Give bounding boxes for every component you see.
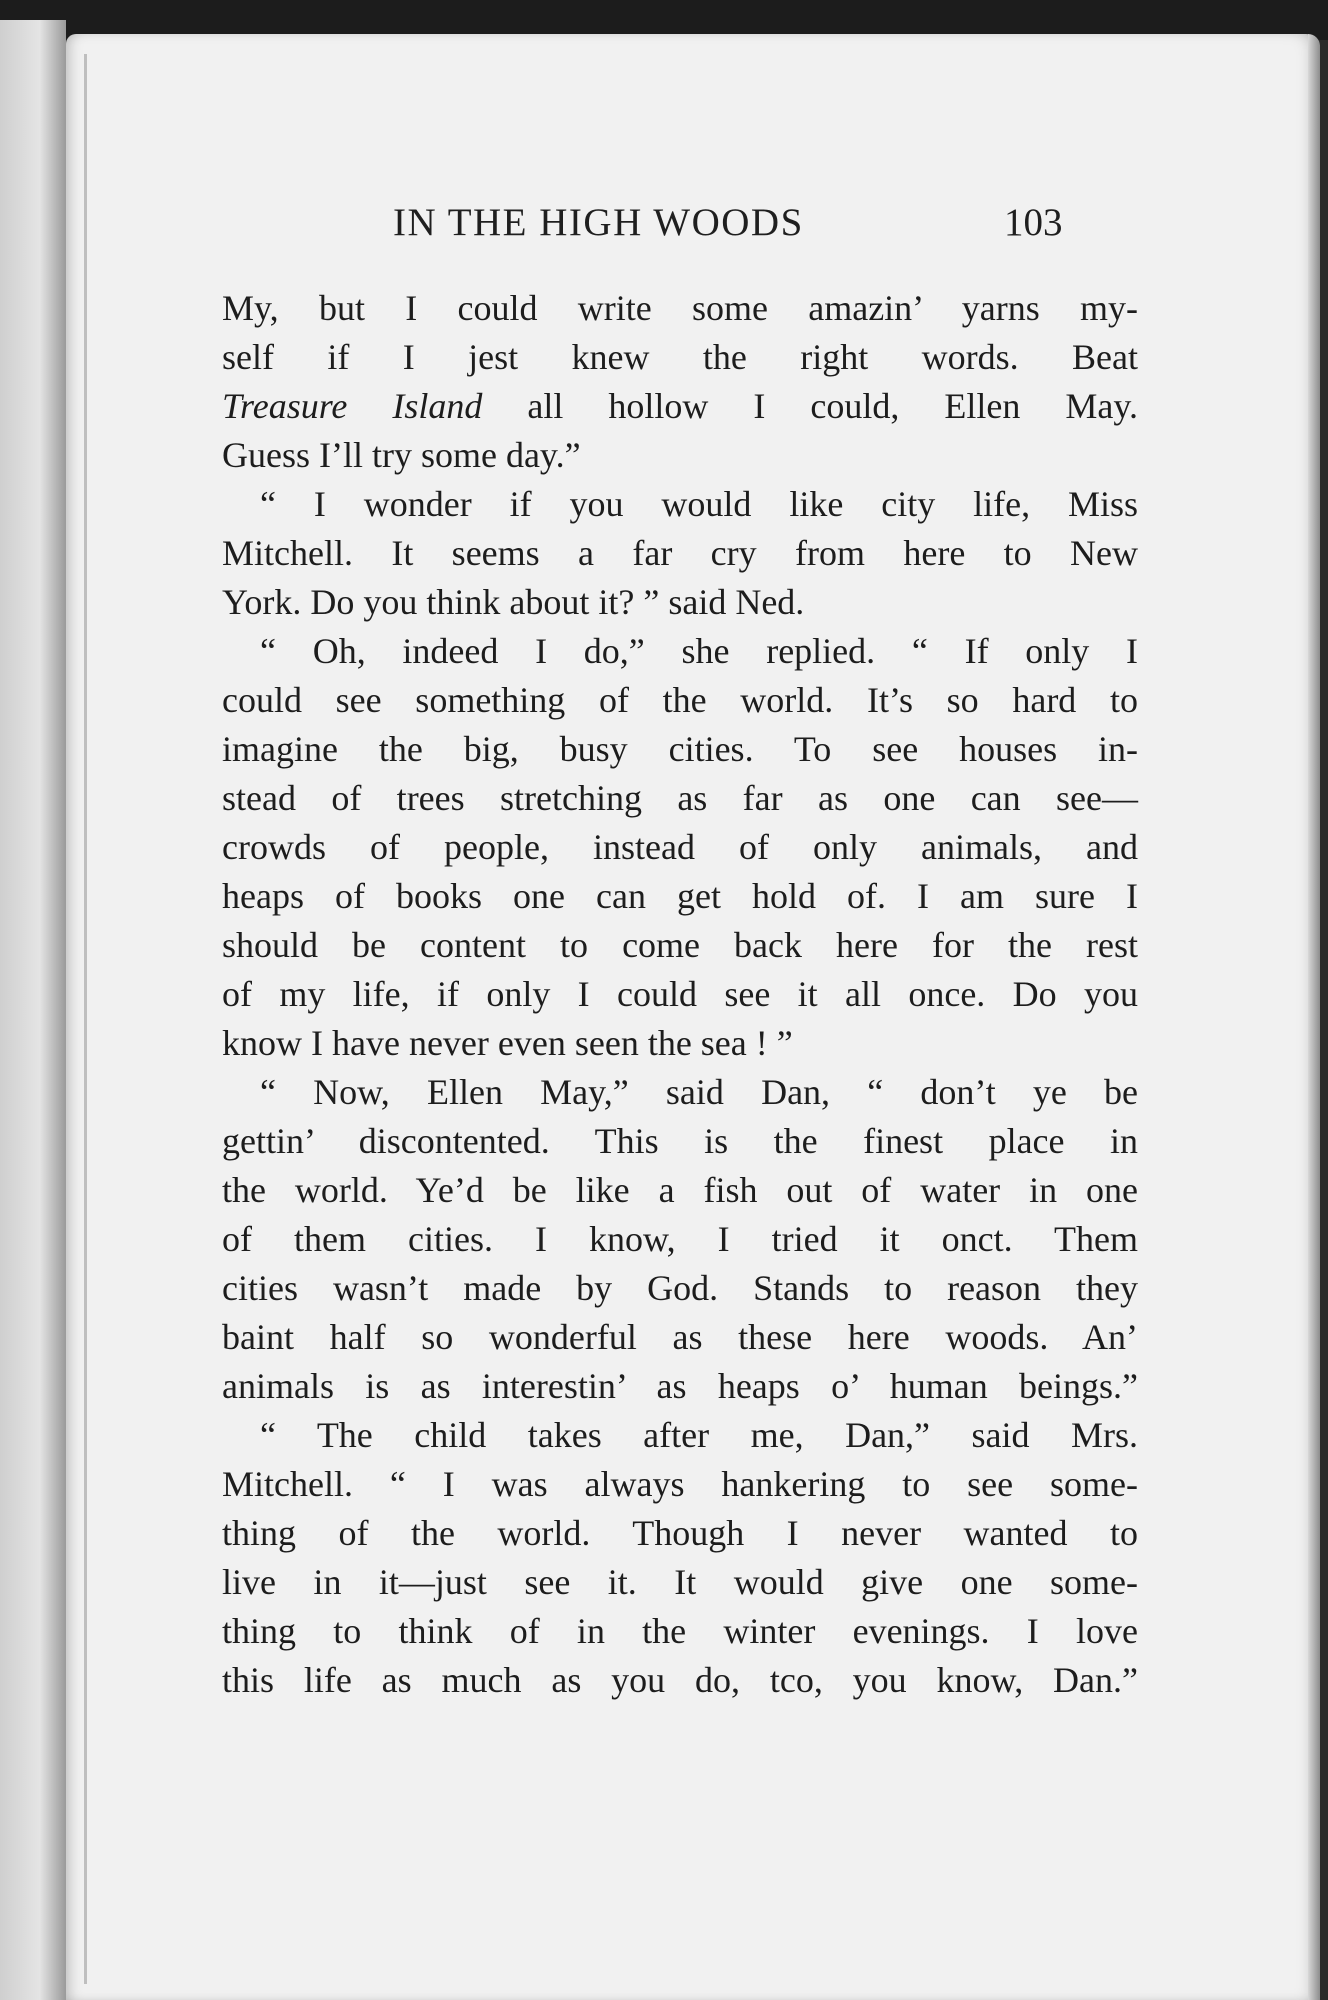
italic-book-title: Treasure Island <box>222 386 483 426</box>
text-line: “ The child takes after me, Dan,” said Mrs. <box>260 1415 1138 1455</box>
text-line: “ Now, Ellen May,” said Dan, “ don’t ye be <box>260 1072 1138 1112</box>
text-line: of them cities. I know, I tried it onct. Them <box>222 1219 1138 1259</box>
page-edge <box>1308 34 1320 2000</box>
text-line: stead of trees stretching as far as one can see— <box>222 778 1138 818</box>
text-line: self if I jest knew the right words. Beat <box>222 337 1138 377</box>
text-line: “ Oh, indeed I do,” she replied. “ If only I <box>260 631 1138 671</box>
text-line: Guess I’ll try some day.” <box>222 435 581 475</box>
text-line: heaps of books one can get hold of. I am sure I <box>222 876 1138 916</box>
text-line: know I have never even seen the sea ! ” <box>222 1023 793 1063</box>
gutter-shadow <box>84 54 87 1984</box>
text-line: “ I wonder if you would like city life, Miss <box>260 484 1138 524</box>
running-head <box>66 200 1320 260</box>
text-line: animals is as interestin’ as heaps o’ human beings.” <box>222 1366 1138 1406</box>
book-page <box>66 34 1320 2000</box>
text-line: could see something of the world. It’s so hard to <box>222 680 1138 720</box>
text-line: Mitchell. It seems a far cry from here to New <box>222 533 1138 573</box>
text-line: of my life, if only I could see it all once. Do you <box>222 974 1138 1014</box>
adjacent-page-edge <box>0 20 66 2000</box>
text-line: My, but I could write some amazin’ yarns my- <box>222 288 1138 328</box>
text-line: Mitchell. “ I was always hankering to see some- <box>222 1464 1138 1504</box>
text-segment: all hollow I could, Ellen May. <box>482 386 1138 426</box>
text-line <box>222 382 1138 431</box>
text-line: crowds of people, instead of only animals, and <box>222 827 1138 867</box>
running-title: IN THE HIGH WOODS <box>393 201 804 244</box>
text-line: this life as much as you do, tco, you know, Dan.” <box>222 1660 1138 1700</box>
text-line: gettin’ discontented. This is the finest place in <box>222 1121 1138 1161</box>
text-line: thing of the world. Though I never wanted to <box>222 1513 1138 1553</box>
text-line: imagine the big, busy cities. To see houses in- <box>222 729 1138 769</box>
text-line: baint half so wonderful as these here woods. An’ <box>222 1317 1138 1357</box>
page-number: 103 <box>1004 201 1063 244</box>
text-line: live in it—just see it. It would give one some- <box>222 1562 1138 1602</box>
text-line: should be content to come back here for the rest <box>222 925 1138 965</box>
text-line: cities wasn’t made by God. Stands to reason they <box>222 1268 1138 1308</box>
text-line: York. Do you think about it? ” said Ned. <box>222 582 805 622</box>
text-line: the world. Ye’d be like a fish out of water in one <box>222 1170 1138 1210</box>
text-line: thing to think of in the winter evenings. I love <box>222 1611 1138 1651</box>
body-text <box>222 284 1138 1705</box>
